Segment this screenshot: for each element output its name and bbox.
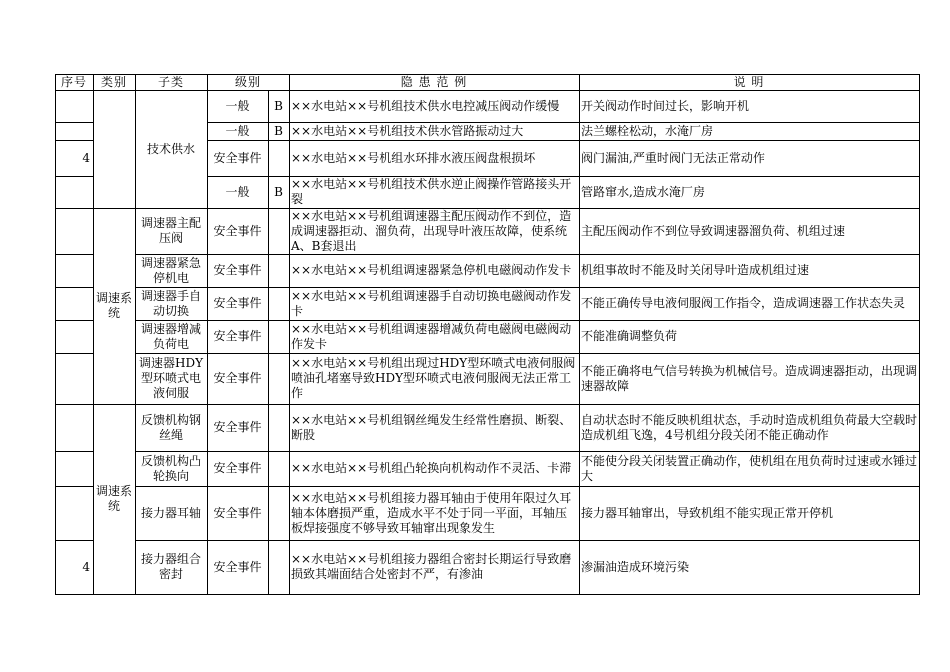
grid-line-vertical xyxy=(135,540,136,595)
row-subcategory: 反馈机构凸轮换向 xyxy=(140,453,201,483)
row-example: ××水电站××号机组水环排水液压阀盘根损坏 xyxy=(291,150,536,165)
row-subcategory-merged: 技术供水 xyxy=(146,141,195,156)
row-example: ××水电站××号机组出现过HDY型环喷式电液伺服阀喷油孔堵塞导致HDY型环喷式电液伺服阀无法正常工作 xyxy=(291,356,576,400)
row-grade xyxy=(268,320,289,353)
row-subcategory: 调速器紧急停机电 xyxy=(140,255,201,285)
row-subcategory: 调速器手自动切换 xyxy=(140,288,201,318)
row-note: 阀门漏油,严重时阀门无法正常动作 xyxy=(581,150,765,165)
row-level: 安全事件 xyxy=(213,420,262,434)
row-note: 自动状态时不能反映机组状态，手动时造成机组负荷最大空载时造成机组飞逸，4号机组分段关闭不能正确动作 xyxy=(581,412,918,442)
row-seq xyxy=(55,176,93,208)
row-seq xyxy=(55,404,93,451)
row-grade: B xyxy=(274,123,283,138)
grid-line-vertical xyxy=(919,74,920,595)
row-seq xyxy=(55,208,93,254)
grid-line-vertical xyxy=(135,176,136,209)
row-seq xyxy=(55,122,93,140)
row-grade xyxy=(268,486,289,540)
row-seq xyxy=(55,287,93,320)
row-level: 一般 xyxy=(225,184,250,199)
row-seq xyxy=(55,320,93,353)
header-seq: 序号 xyxy=(60,74,87,89)
grid-line-vertical xyxy=(135,287,136,321)
header-level: 级别 xyxy=(234,74,261,89)
row-note: 开关阀动作时间过长，影响开机 xyxy=(581,98,750,113)
row-example: ××水电站××号机组技术供水电控减压阀动作缓慢 xyxy=(291,98,560,113)
grid-line-vertical xyxy=(93,254,94,288)
grid-line-vertical xyxy=(93,486,94,541)
row-example: ××水电站××号机组凸轮换向机构动作不灵活、卡滞 xyxy=(291,461,572,475)
row-level: 安全事件 xyxy=(213,559,262,574)
row-note: 法兰螺栓松动，水淹厂房 xyxy=(581,123,714,138)
hazard-table xyxy=(55,74,919,594)
grid-line-horizontal xyxy=(55,594,920,595)
row-example: ××水电站××号机组调速器增减负荷电磁阀电磁阀动作发卡 xyxy=(291,321,572,351)
row-seq: 4 xyxy=(82,559,90,574)
row-level: 一般 xyxy=(225,98,250,113)
row-level: 安全事件 xyxy=(213,329,262,343)
grid-line-vertical xyxy=(93,208,94,255)
grid-line-vertical xyxy=(93,540,94,595)
row-subcategory: 调速器HDY型环喷式电液伺服 xyxy=(138,356,203,400)
grid-line-vertical xyxy=(135,451,136,487)
row-grade xyxy=(268,287,289,320)
row-example: ××水电站××号机组接力器耳轴由于使用年限过久耳轴本体磨损严重，造成水平不处于同一平面，耳轴压板焊接强度不够导致耳轴窜出现象发生 xyxy=(291,490,572,535)
row-grade xyxy=(268,140,289,176)
row-seq xyxy=(55,486,93,540)
grid-line-vertical xyxy=(135,208,136,255)
row-example: ××水电站××号机组接力器组合密封长期运行导致磨损致其端面结合处密封不严，有渗油 xyxy=(291,552,572,581)
grid-line-vertical xyxy=(93,404,94,452)
row-note: 不能使分段关闭装置正确动作，使机组在甩负荷时过速或水锤过大 xyxy=(581,453,918,483)
row-seq xyxy=(55,90,93,122)
grid-line-vertical xyxy=(135,486,136,541)
row-seq xyxy=(55,353,93,404)
row-level: 安全事件 xyxy=(213,371,262,385)
header-subcategory: 子类 xyxy=(157,74,184,89)
row-note: 管路窜水,造成水淹厂房 xyxy=(581,184,705,199)
row-example: ××水电站××号机组调速器主配压阀动作不到位，造成调速器拒动、溜负荷，出现导叶液压故障，使系统A、B套退出 xyxy=(291,208,572,253)
row-example: ××水电站××号机组调速器手自动切换电磁阀动作发卡 xyxy=(291,288,572,318)
row-level: 安全事件 xyxy=(213,223,262,238)
row-category-tech xyxy=(93,90,135,208)
row-level: 安全事件 xyxy=(213,505,262,520)
row-grade xyxy=(268,353,289,404)
grid-line-vertical xyxy=(135,122,136,141)
row-note: 机组事故时不能及时关闭导叶造成机组过速 xyxy=(581,263,810,277)
header-note: 说 明 xyxy=(733,74,765,89)
header-example: 隐 患 范 例 xyxy=(400,74,468,89)
row-note: 不能正确将电气信号转换为机械信号。造成调速器拒动，出现调速器故障 xyxy=(581,363,918,393)
grid-line-vertical xyxy=(135,353,136,405)
row-note: 渗漏油造成环境污染 xyxy=(581,559,690,574)
row-grade xyxy=(268,208,289,254)
grid-line-vertical xyxy=(135,140,136,177)
row-level: 安全事件 xyxy=(213,263,262,277)
grid-line-vertical xyxy=(93,320,94,354)
row-category-speed-1: 调速系统 xyxy=(96,291,132,320)
grid-line-vertical xyxy=(135,320,136,354)
row-grade xyxy=(268,254,289,287)
row-seq: 4 xyxy=(82,150,90,165)
row-grade: B xyxy=(274,184,283,199)
row-seq xyxy=(55,254,93,287)
grid-line-vertical xyxy=(135,404,136,452)
grid-line-vertical xyxy=(93,287,94,321)
row-level: 一般 xyxy=(225,123,250,138)
row-subcategory: 反馈机构钢丝绳 xyxy=(140,412,201,442)
row-example: ××水电站××号机组钢丝绳发生经常性磨损、断裂、断股 xyxy=(291,412,572,442)
row-subcategory: 接力器耳轴 xyxy=(140,505,201,520)
grid-line-vertical xyxy=(135,254,136,288)
row-grade: B xyxy=(274,98,283,113)
row-grade xyxy=(268,451,289,486)
row-level: 安全事件 xyxy=(213,150,262,165)
row-grade xyxy=(268,540,289,594)
grid-line-vertical xyxy=(135,90,136,123)
row-level: 安全事件 xyxy=(213,296,262,310)
row-category-speed-2: 调速系统 xyxy=(96,484,132,513)
row-example: ××水电站××号机组技术供水逆止阀操作管路接头开裂 xyxy=(291,177,572,206)
row-note: 不能准确调整负荷 xyxy=(581,329,678,343)
row-note: 接力器耳轴窜出，导致机组不能实现正常开停机 xyxy=(581,505,834,520)
grid-line-vertical xyxy=(93,451,94,487)
row-level: 安全事件 xyxy=(213,461,262,475)
grid-line-vertical xyxy=(93,353,94,405)
row-note: 主配压阀动作不到位导致调速器溜负荷、机组过速 xyxy=(581,223,846,238)
row-subcategory: 接力器组合密封 xyxy=(140,552,201,581)
row-example: ××水电站××号机组技术供水管路振动过大 xyxy=(291,123,524,138)
row-subcategory: 调速器主配压阀 xyxy=(140,216,201,245)
row-note: 不能正确传导电液伺服阀工作指令，造成调速器工作状态失灵 xyxy=(581,296,906,310)
row-example: ××水电站××号机组调速器紧急停机电磁阀动作发卡 xyxy=(291,263,572,277)
row-grade xyxy=(268,404,289,451)
row-seq xyxy=(55,451,93,486)
header-category: 类别 xyxy=(100,74,127,89)
row-subcategory: 调速器增减负荷电 xyxy=(140,321,201,351)
